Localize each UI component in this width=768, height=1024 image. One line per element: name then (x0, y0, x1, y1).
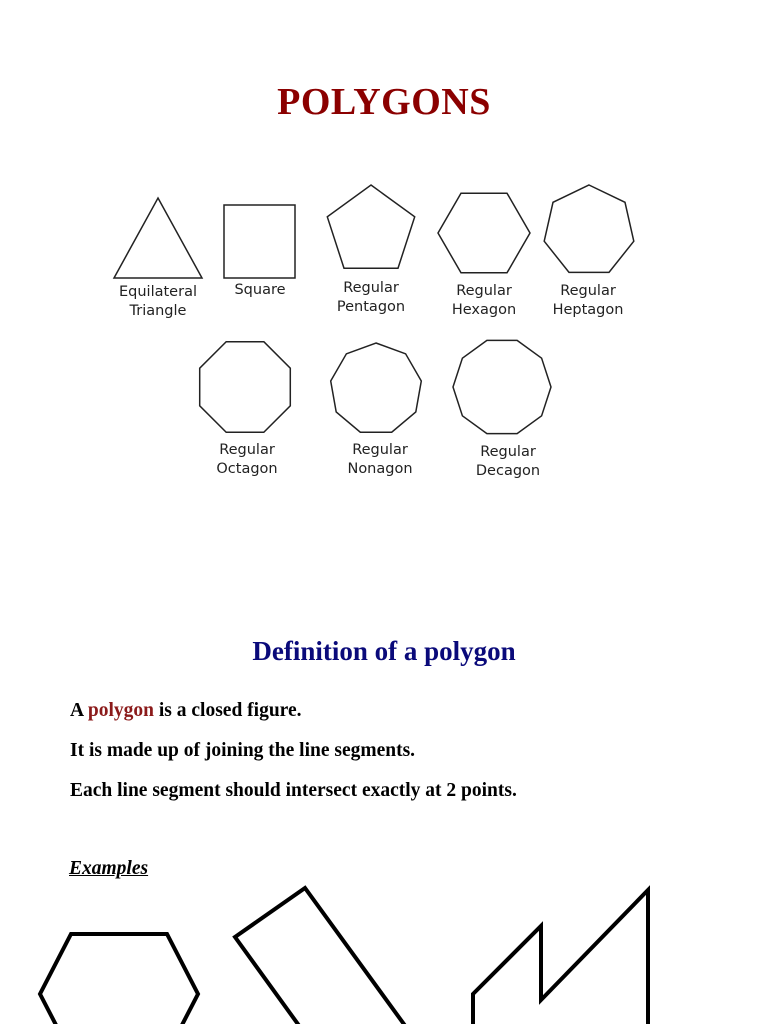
regular-decagon-shape (451, 336, 553, 438)
shape-label-octagon: Regular Octagon (216, 442, 278, 477)
example-polygons-figure (0, 870, 768, 1024)
example-rectangle (235, 888, 430, 1024)
polygon-term: polygon (87, 700, 154, 721)
shape-label-hexagon: Regular Hexagon (451, 283, 517, 318)
shape-label-decagon: Regular Decagon (475, 444, 541, 479)
shape-label-triangle: Equilateral Triangle (119, 284, 197, 319)
shape-label-pentagon: Regular Pentagon (336, 280, 406, 315)
shape-label-heptagon: Regular Heptagon (552, 283, 624, 318)
definition-line-3: Each line segment should intersect exactly at 2 points. (70, 780, 517, 801)
shape-label-nonagon: Regular Nonagon (347, 442, 413, 477)
definition-line-1-suffix: is a closed figure. (154, 700, 302, 721)
definition-line-1-prefix: A (70, 700, 88, 721)
square-shape (223, 204, 297, 280)
regular-nonagon-shape (328, 341, 424, 437)
page-title: POLYGONS (277, 81, 491, 123)
polygon-shapes-figure (112, 178, 642, 483)
equilateral-triangle-shape (112, 196, 204, 280)
example-hexagon (40, 934, 198, 1024)
regular-hexagon-shape (436, 183, 532, 283)
definition-line-2: It is made up of joining the line segments. (70, 740, 416, 761)
regular-octagon-shape (194, 336, 296, 438)
example-zigzag (473, 890, 648, 1024)
definition-line-1 (70, 700, 302, 722)
definition-heading: Definition of a polygon (252, 636, 516, 666)
shape-label-square: Square (234, 282, 286, 298)
regular-pentagon-shape (323, 183, 419, 279)
regular-heptagon-shape (541, 183, 637, 279)
examples-heading: Examples (69, 858, 149, 879)
